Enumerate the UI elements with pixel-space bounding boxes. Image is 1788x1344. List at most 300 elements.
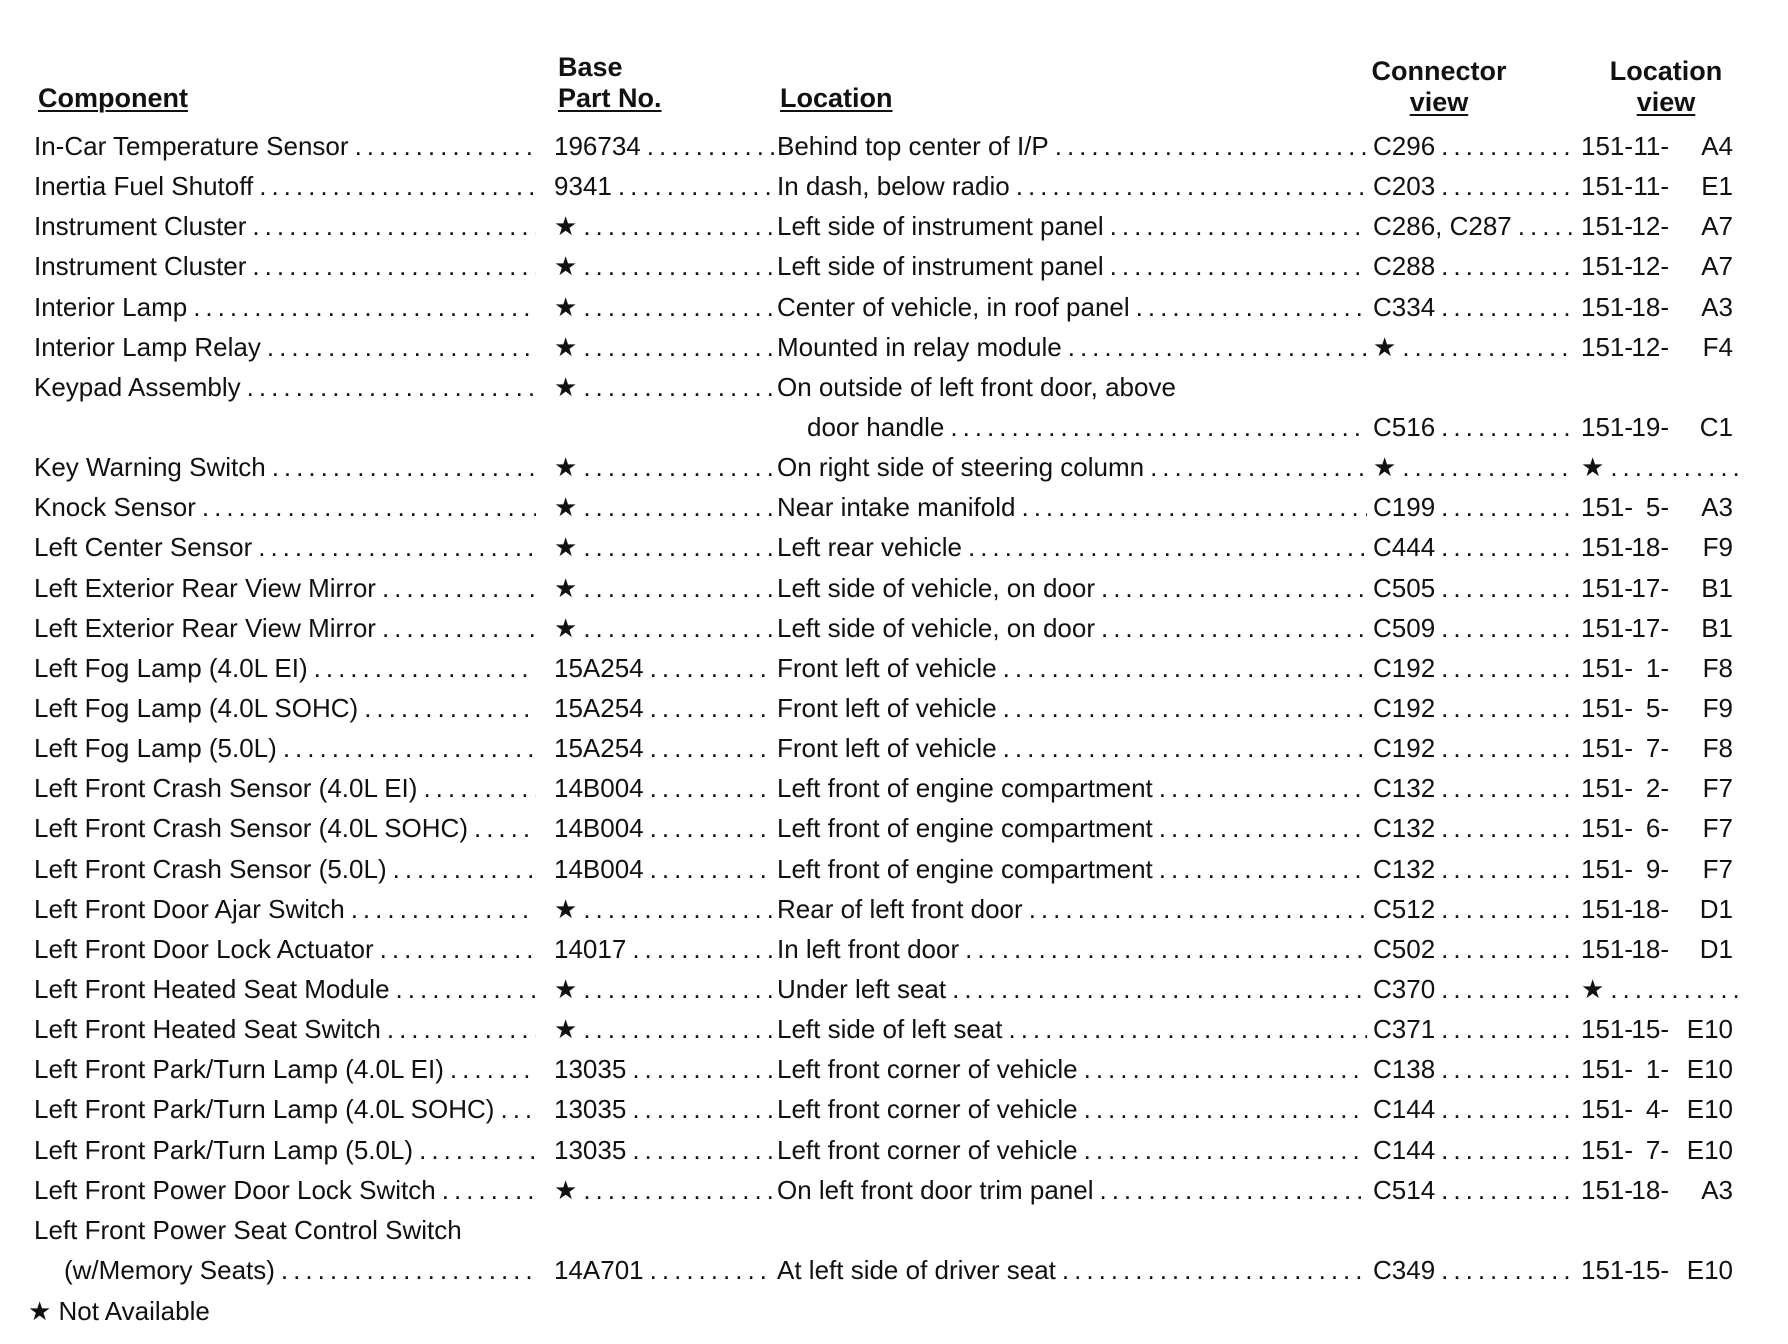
- location-view-part: E1: [1701, 171, 1733, 202]
- header-location-view: Location view: [1609, 56, 1723, 117]
- component-cell-text: Left Front Crash Sensor (4.0L SOHC): [34, 813, 468, 844]
- table-row: [0, 1049, 1788, 1089]
- connector-view-cell-text: C192: [1373, 692, 1436, 723]
- location-view-code: [1581, 166, 1733, 206]
- component-cell-text: Left Fog Lamp (4.0L SOHC): [34, 692, 359, 723]
- dot-leader: [959, 929, 1367, 969]
- dot-leader: [1435, 568, 1573, 608]
- dot-leader: [644, 768, 774, 808]
- location-view-part: 17-: [1631, 612, 1669, 643]
- component-cell: [34, 367, 536, 407]
- location-cell-text: Left front corner of vehicle: [777, 1134, 1078, 1165]
- connector-view-cell-text: C132: [1373, 813, 1436, 844]
- dot-leader: [1435, 407, 1573, 447]
- dot-leader: [1010, 166, 1367, 206]
- dot-leader: [577, 1009, 774, 1049]
- component-cell-text: Left Fog Lamp (4.0L EI): [34, 652, 308, 683]
- connector-view-cell-text: C505: [1373, 572, 1436, 603]
- location-view-part: 151-: [1581, 411, 1634, 442]
- component-cell: [34, 1170, 536, 1210]
- location-view-part: 17-: [1631, 572, 1669, 603]
- dot-leader: [577, 246, 774, 286]
- dot-leader: [577, 969, 774, 1009]
- dot-leader: [644, 688, 774, 728]
- dot-leader: [1435, 527, 1573, 567]
- location-view-part: 151-: [1581, 251, 1634, 282]
- component-cell-text: Inertia Fuel Shutoff: [34, 171, 254, 202]
- location-cell-text: Near intake manifold: [777, 492, 1016, 523]
- connector-view-cell-text: C516: [1373, 411, 1436, 442]
- location-view-code: [1581, 648, 1733, 688]
- location-cell: [777, 1130, 1367, 1170]
- dot-leader: [1435, 608, 1573, 648]
- table-row: [0, 608, 1788, 648]
- dot-leader: [266, 447, 536, 487]
- connector-view-cell: [1373, 688, 1573, 728]
- location-cell-text: Front left of vehicle: [777, 652, 997, 683]
- location-view-part: 12-: [1631, 251, 1669, 282]
- location-view-part: 18-: [1631, 291, 1669, 322]
- location-view-part: 151-: [1581, 813, 1634, 844]
- table-row: [0, 1130, 1788, 1170]
- dot-leader: [577, 367, 774, 407]
- dot-leader: [1153, 768, 1367, 808]
- location-cell: [777, 568, 1367, 608]
- connector-view-cell-text: C199: [1373, 492, 1436, 523]
- location-view-part: A3: [1701, 492, 1733, 523]
- dot-leader: [1435, 1130, 1573, 1170]
- dot-leader: [1435, 929, 1573, 969]
- component-cell-text: Interior Lamp Relay: [34, 331, 261, 362]
- part-number-cell-text: 13035: [554, 1094, 627, 1125]
- location-view-code: [1581, 1250, 1733, 1290]
- location-cell: [777, 768, 1367, 808]
- table-row: [0, 246, 1788, 286]
- component-cell: [34, 206, 536, 246]
- connector-view-cell-text: C502: [1373, 933, 1436, 964]
- table-row: [0, 407, 1788, 447]
- location-cell-text: Rear of left front door: [777, 893, 1023, 924]
- component-cell: [34, 1089, 536, 1129]
- component-cell: [34, 1210, 536, 1250]
- location-cell: [777, 1250, 1367, 1290]
- dot-leader: [1435, 1089, 1573, 1129]
- component-cell-text: Left Front Power Door Lock Switch: [34, 1174, 436, 1205]
- location-cell: [777, 166, 1367, 206]
- location-view-part: 11-: [1633, 171, 1669, 202]
- part-number-cell-text: 13035: [554, 1134, 627, 1165]
- connector-view-cell-text: C288: [1373, 251, 1436, 282]
- connector-view-cell-text: C444: [1373, 532, 1436, 563]
- connector-view-cell-text: C334: [1373, 291, 1436, 322]
- location-cell-text: Left front corner of vehicle: [777, 1054, 1078, 1085]
- dot-leader: [1153, 849, 1367, 889]
- location-view-part: 2-: [1645, 773, 1669, 804]
- location-view-cell: [1581, 1170, 1741, 1210]
- location-view-part: 18-: [1631, 933, 1669, 964]
- dot-leader: [1512, 206, 1573, 246]
- location-view-cell: [1581, 568, 1741, 608]
- location-view-cell: [1581, 287, 1741, 327]
- location-view-part: 151-: [1581, 131, 1634, 161]
- location-view-code: [1581, 608, 1733, 648]
- location-cell: [777, 1049, 1367, 1089]
- table-header: [0, 50, 1788, 120]
- dot-leader: [494, 1089, 536, 1129]
- part-number-cell: [554, 1049, 774, 1089]
- location-cell: [777, 1009, 1367, 1049]
- part-number-cell: [554, 1089, 774, 1129]
- location-view-part: E10: [1686, 1054, 1733, 1085]
- part-number-cell-text: ★: [554, 211, 578, 242]
- part-number-cell: [554, 367, 774, 407]
- component-cell: [34, 808, 536, 848]
- dot-leader: [253, 166, 536, 206]
- part-number-cell-text: ★: [554, 1014, 578, 1045]
- dot-leader: [196, 487, 536, 527]
- connector-view-cell: [1373, 447, 1573, 487]
- part-number-cell-text: 14B004: [554, 853, 644, 884]
- dot-leader: [944, 407, 1367, 447]
- connector-view-cell: [1373, 327, 1573, 367]
- component-cell-text: Key Warning Switch: [34, 452, 266, 483]
- location-view-part: B1: [1701, 612, 1733, 643]
- location-view-part: 151-: [1581, 853, 1634, 884]
- dot-leader: [1144, 447, 1367, 487]
- dot-leader: [436, 1170, 536, 1210]
- connector-view-cell: [1373, 648, 1573, 688]
- location-view-code: [1581, 246, 1733, 286]
- location-cell-text: Left side of instrument panel: [777, 251, 1104, 282]
- component-cell: [34, 648, 536, 688]
- location-view-part: 151-: [1581, 692, 1634, 723]
- dot-leader: [1604, 447, 1741, 487]
- location-cell-text: Left side of vehicle, on door: [777, 612, 1095, 643]
- location-view-part: 1-: [1645, 652, 1669, 683]
- part-number-cell: [554, 246, 774, 286]
- dot-leader: [1435, 688, 1573, 728]
- location-view-part: 5-: [1645, 692, 1669, 723]
- location-view-part: 7-: [1645, 733, 1669, 764]
- location-cell-text: Center of vehicle, in roof panel: [777, 291, 1130, 322]
- location-cell: [777, 688, 1367, 728]
- location-cell-text: Left rear vehicle: [777, 532, 962, 563]
- component-cell: [34, 246, 536, 286]
- location-cell-text: On right side of steering column: [777, 452, 1145, 483]
- location-view-part: 151-: [1581, 773, 1634, 804]
- location-cell: [777, 126, 1367, 166]
- dot-leader: [1396, 447, 1573, 487]
- location-cell: [777, 1089, 1367, 1129]
- connector-view-cell-text: C296: [1373, 131, 1436, 161]
- part-number-cell-text: ★: [554, 532, 578, 563]
- dot-leader: [1435, 487, 1573, 527]
- table-row: [0, 527, 1788, 567]
- dot-leader: [1435, 166, 1573, 206]
- dot-leader: [1078, 1049, 1367, 1089]
- location-view-part: B1: [1701, 572, 1733, 603]
- location-view-code: [1581, 1130, 1733, 1170]
- location-cell-text: Left front of engine compartment: [777, 853, 1153, 884]
- connector-view-cell: [1373, 487, 1573, 527]
- dot-leader: [241, 367, 536, 407]
- dot-leader: [626, 929, 774, 969]
- location-view-cell: [1581, 1250, 1741, 1290]
- dot-leader: [468, 808, 536, 848]
- part-number-cell-text: 14B004: [554, 773, 644, 804]
- dot-leader: [1435, 969, 1573, 1009]
- location-view-cell: [1581, 969, 1741, 1009]
- dot-leader: [376, 568, 536, 608]
- table-row: [0, 1250, 1788, 1290]
- location-cell: [777, 407, 1367, 447]
- location-view-part: A7: [1701, 211, 1733, 242]
- component-cell: [34, 1250, 536, 1290]
- dot-leader: [417, 768, 536, 808]
- location-view-part: 12-: [1631, 211, 1669, 242]
- dot-leader: [261, 327, 536, 367]
- connector-view-cell-text: C286, C287: [1373, 211, 1512, 242]
- location-cell-text: Front left of vehicle: [777, 733, 997, 764]
- dot-leader: [577, 889, 774, 929]
- location-view-cell: [1581, 688, 1741, 728]
- location-view-part: 151-: [1581, 733, 1634, 764]
- location-view-code: [1581, 487, 1733, 527]
- dot-leader: [374, 929, 536, 969]
- part-number-cell: [554, 728, 774, 768]
- location-view-code: [1581, 327, 1733, 367]
- location-view-part: 151-: [1581, 492, 1634, 523]
- table-row: [0, 287, 1788, 327]
- location-view-cell: [1581, 1049, 1741, 1089]
- location-cell-text: door handle: [807, 411, 945, 442]
- location-view-part: 9-: [1645, 853, 1669, 884]
- dot-leader: [1130, 287, 1367, 327]
- location-cell: [777, 808, 1367, 848]
- table-row: [0, 1170, 1788, 1210]
- location-view-part: 151-: [1581, 1094, 1634, 1125]
- location-cell-text: Left front corner of vehicle: [777, 1094, 1078, 1125]
- component-cell-text: Left Center Sensor: [34, 532, 253, 563]
- location-view-cell: [1581, 849, 1741, 889]
- table-row: [0, 1009, 1788, 1049]
- connector-view-cell: [1373, 728, 1573, 768]
- location-view-part: A3: [1701, 1174, 1733, 1205]
- location-view-code: [1581, 206, 1733, 246]
- component-cell-text: Knock Sensor: [34, 492, 196, 523]
- component-cell: [34, 889, 536, 929]
- component-cell: [34, 728, 536, 768]
- location-cell-text: Left front of engine compartment: [777, 813, 1153, 844]
- dot-leader: [626, 1049, 774, 1089]
- part-number-cell: [554, 447, 774, 487]
- location-view-code: [1581, 889, 1733, 929]
- component-cell-text: Left Fog Lamp (5.0L): [34, 733, 277, 764]
- location-view-code: [1581, 1170, 1733, 1210]
- part-number-cell-text: ★: [554, 492, 578, 523]
- location-cell: [777, 608, 1367, 648]
- connector-view-cell-text: C144: [1373, 1134, 1436, 1165]
- location-view-part: A4: [1701, 131, 1733, 161]
- connector-view-cell: [1373, 407, 1573, 447]
- dot-leader: [1023, 889, 1367, 929]
- dot-leader: [577, 527, 774, 567]
- location-view-code: [1581, 1009, 1733, 1049]
- dot-leader: [1078, 1130, 1367, 1170]
- connector-view-cell-text: C349: [1373, 1254, 1436, 1285]
- dot-leader: [577, 487, 774, 527]
- location-view-part: 151-: [1581, 171, 1634, 202]
- location-view-part: 151-: [1581, 572, 1634, 603]
- dot-leader: [246, 206, 536, 246]
- part-number-cell: [554, 648, 774, 688]
- dot-leader: [577, 327, 774, 367]
- dot-leader: [997, 648, 1367, 688]
- location-cell: [777, 206, 1367, 246]
- dot-leader: [577, 447, 774, 487]
- dot-leader: [1095, 568, 1367, 608]
- table-row: [0, 367, 1788, 407]
- location-cell: [777, 889, 1367, 929]
- component-cell-text: Left Front Park/Turn Lamp (4.0L EI): [34, 1054, 444, 1085]
- connector-view-cell: [1373, 206, 1573, 246]
- connector-view-cell: [1373, 808, 1573, 848]
- dot-leader: [444, 1049, 536, 1089]
- location-view-code: [1581, 728, 1733, 768]
- location-view-code: [1581, 929, 1733, 969]
- connector-view-cell: [1373, 126, 1573, 166]
- location-cell: [777, 367, 1367, 407]
- header-location: Location: [780, 83, 893, 113]
- connector-view-cell: [1373, 889, 1573, 929]
- location-cell: [777, 728, 1367, 768]
- location-view-cell: [1581, 808, 1741, 848]
- dot-leader: [1435, 287, 1573, 327]
- connector-view-cell-text: C192: [1373, 733, 1436, 764]
- header-base-part-no: Base Part No.: [558, 52, 662, 113]
- location-view-cell-text: ★: [1581, 452, 1605, 483]
- location-cell-text: Left side of vehicle, on door: [777, 572, 1095, 603]
- location-view-code: [1581, 527, 1733, 567]
- dot-leader: [1435, 1009, 1573, 1049]
- connector-view-cell: [1373, 287, 1573, 327]
- location-view-cell: [1581, 126, 1741, 166]
- dot-leader: [413, 1130, 536, 1170]
- dot-leader: [644, 808, 774, 848]
- dot-leader: [962, 527, 1367, 567]
- location-view-part: F9: [1702, 692, 1733, 723]
- location-view-part: F7: [1702, 853, 1733, 884]
- table-row: [0, 768, 1788, 808]
- table-row: [0, 969, 1788, 1009]
- location-view-part: 151-: [1581, 211, 1634, 242]
- table-row: [0, 166, 1788, 206]
- part-number-cell-text: ★: [554, 331, 578, 362]
- location-view-part: 18-: [1631, 532, 1669, 563]
- location-view-part: F7: [1702, 813, 1733, 844]
- location-view-code: [1581, 849, 1733, 889]
- component-cell-text: Left Exterior Rear View Mirror: [34, 612, 376, 643]
- dot-leader: [1056, 1250, 1367, 1290]
- component-cell: [34, 287, 536, 327]
- part-number-cell-text: 15A254: [554, 733, 644, 764]
- dot-leader: [1104, 206, 1367, 246]
- dot-leader: [308, 648, 536, 688]
- dot-leader: [1435, 1170, 1573, 1210]
- connector-view-cell: [1373, 1250, 1573, 1290]
- part-number-cell-text: 13035: [554, 1054, 627, 1085]
- part-number-cell-text: 14B004: [554, 813, 644, 844]
- part-number-cell-text: 9341: [554, 171, 612, 202]
- location-view-part: F8: [1702, 652, 1733, 683]
- part-number-cell: [554, 126, 774, 166]
- part-number-cell-text: 196734: [554, 131, 641, 161]
- part-number-cell: [554, 969, 774, 1009]
- location-view-cell: [1581, 487, 1741, 527]
- location-cell: [777, 327, 1367, 367]
- component-cell: [34, 527, 536, 567]
- location-view-code: [1581, 1089, 1733, 1129]
- component-cell: [34, 1009, 536, 1049]
- location-view-part: 151-: [1581, 612, 1634, 643]
- part-number-cell-text: ★: [554, 1174, 578, 1205]
- component-cell: [34, 929, 536, 969]
- dot-leader: [1604, 969, 1741, 1009]
- connector-view-cell-text: C509: [1373, 612, 1436, 643]
- location-view-cell: [1581, 166, 1741, 206]
- location-view-cell: [1581, 929, 1741, 969]
- dot-leader: [626, 1089, 774, 1129]
- dot-leader: [644, 849, 774, 889]
- location-cell: [777, 929, 1367, 969]
- dot-leader: [1093, 1170, 1367, 1210]
- table-row: [0, 889, 1788, 929]
- location-view-part: 15-: [1631, 1254, 1669, 1285]
- part-number-cell-text: ★: [554, 251, 578, 282]
- table-row: [0, 929, 1788, 969]
- dot-leader: [1435, 648, 1573, 688]
- part-number-cell-text: 15A254: [554, 652, 644, 683]
- dot-leader: [626, 1130, 774, 1170]
- part-number-cell-text: ★: [554, 452, 578, 483]
- connector-view-cell-text: C514: [1373, 1174, 1436, 1205]
- table-row: [0, 849, 1788, 889]
- connector-view-cell-text: C144: [1373, 1094, 1436, 1125]
- location-view-part: 18-: [1631, 1174, 1669, 1205]
- part-number-cell: [554, 1009, 774, 1049]
- location-view-part: 6-: [1645, 813, 1669, 844]
- dot-leader: [1095, 608, 1367, 648]
- location-view-part: D1: [1699, 893, 1733, 924]
- connector-view-cell: [1373, 1049, 1573, 1089]
- part-number-cell: [554, 929, 774, 969]
- table-body: [0, 126, 1788, 1290]
- table-row: [0, 487, 1788, 527]
- connector-view-cell: [1373, 246, 1573, 286]
- dot-leader: [1435, 849, 1573, 889]
- dot-leader: [345, 889, 536, 929]
- location-view-code: [1581, 407, 1733, 447]
- table-row: [0, 648, 1788, 688]
- location-view-part: 18-: [1631, 893, 1669, 924]
- location-view-cell: [1581, 206, 1741, 246]
- location-cell-text: Front left of vehicle: [777, 692, 997, 723]
- dot-leader: [997, 728, 1367, 768]
- location-view-code: [1581, 287, 1733, 327]
- dot-leader: [252, 527, 536, 567]
- dot-leader: [349, 126, 536, 166]
- header-connector-view: Connector view: [1371, 56, 1507, 117]
